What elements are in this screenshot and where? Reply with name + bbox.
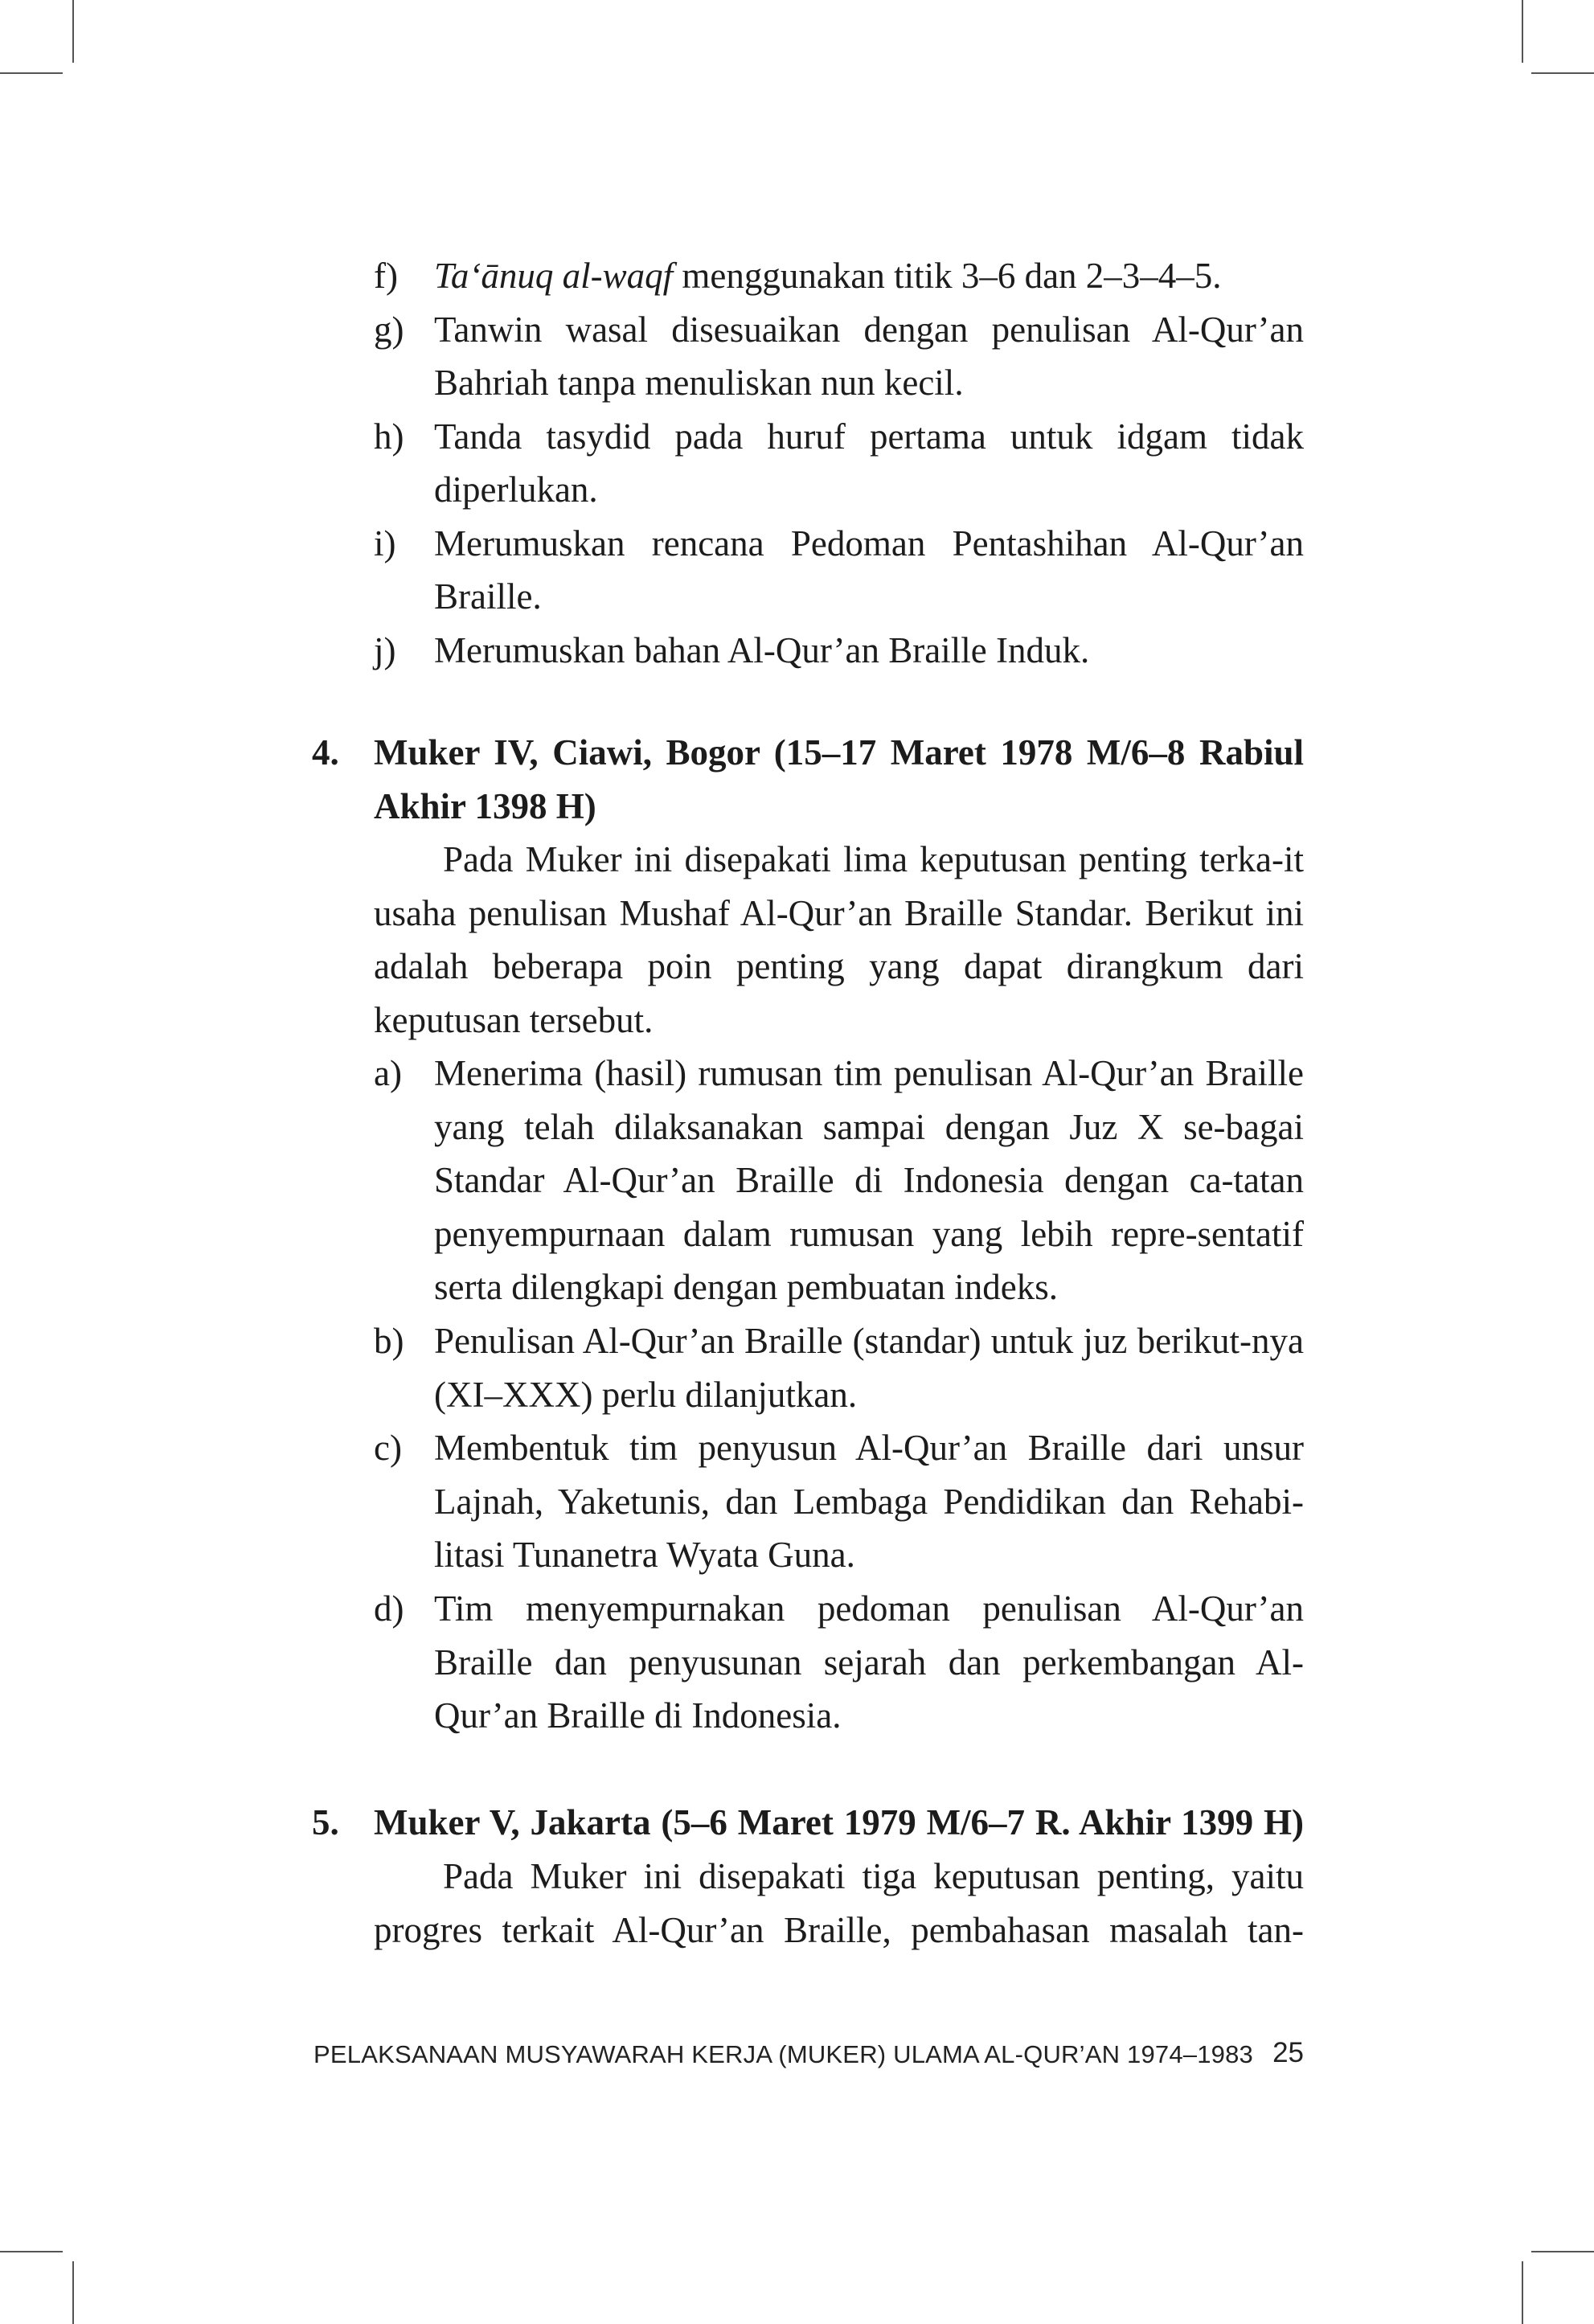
running-footer: PELAKSANAAN MUSYAWARAH KERJA (MUKER) ULAMA AL-QUR’AN 1974–1983 [313,2040,1253,2068]
crop-mark [1522,0,1523,63]
list-marker: g) [374,309,404,350]
section-heading: 4. Muker IV, Ciawi, Bogor (15–17 Maret 1978 M/6–8 Rabiul Akhir 1398 H) [374,726,1304,833]
crop-mark [72,2261,74,2324]
crop-mark [1522,2261,1523,2324]
section-heading: 5. Muker V, Jakarta (5–6 Maret 1979 M/6–7 R. Akhir 1399 H) [374,1796,1304,1850]
paragraph: Pada Muker ini disepakati tiga keputusan penting, yaitu progres terkait Al-Qur’an Braille, pembahasan masalah tan- [374,1856,1304,1950]
crop-mark [1531,2251,1594,2252]
crop-mark [1531,72,1594,74]
crop-mark [0,72,63,74]
list-marker: i) [374,523,396,564]
italic-term: Ta‘ānuq al-waqf [434,256,674,296]
crop-mark [0,2251,63,2252]
section-number: 4. [312,732,339,773]
list-marker: f) [374,256,398,296]
list-marker: a) [374,1053,402,1093]
crop-mark [72,0,74,63]
list-marker: c) [374,1428,402,1468]
paragraph: Pada Muker ini disepakati lima keputusan penting terka-it usaha penulisan Mushaf Al-Qur’an Braille Standar. Berikut ini adalah beberapa poin penting yang dapat dirangkum dari keputusan tersebut. [374,839,1304,1040]
list-marker: d) [374,1588,404,1629]
list-marker: h) [374,416,404,457]
list-marker: b) [374,1321,404,1361]
list-marker: j) [374,630,396,670]
page-number: 25 [1272,2037,1304,2068]
section-number: 5. [312,1802,339,1842]
